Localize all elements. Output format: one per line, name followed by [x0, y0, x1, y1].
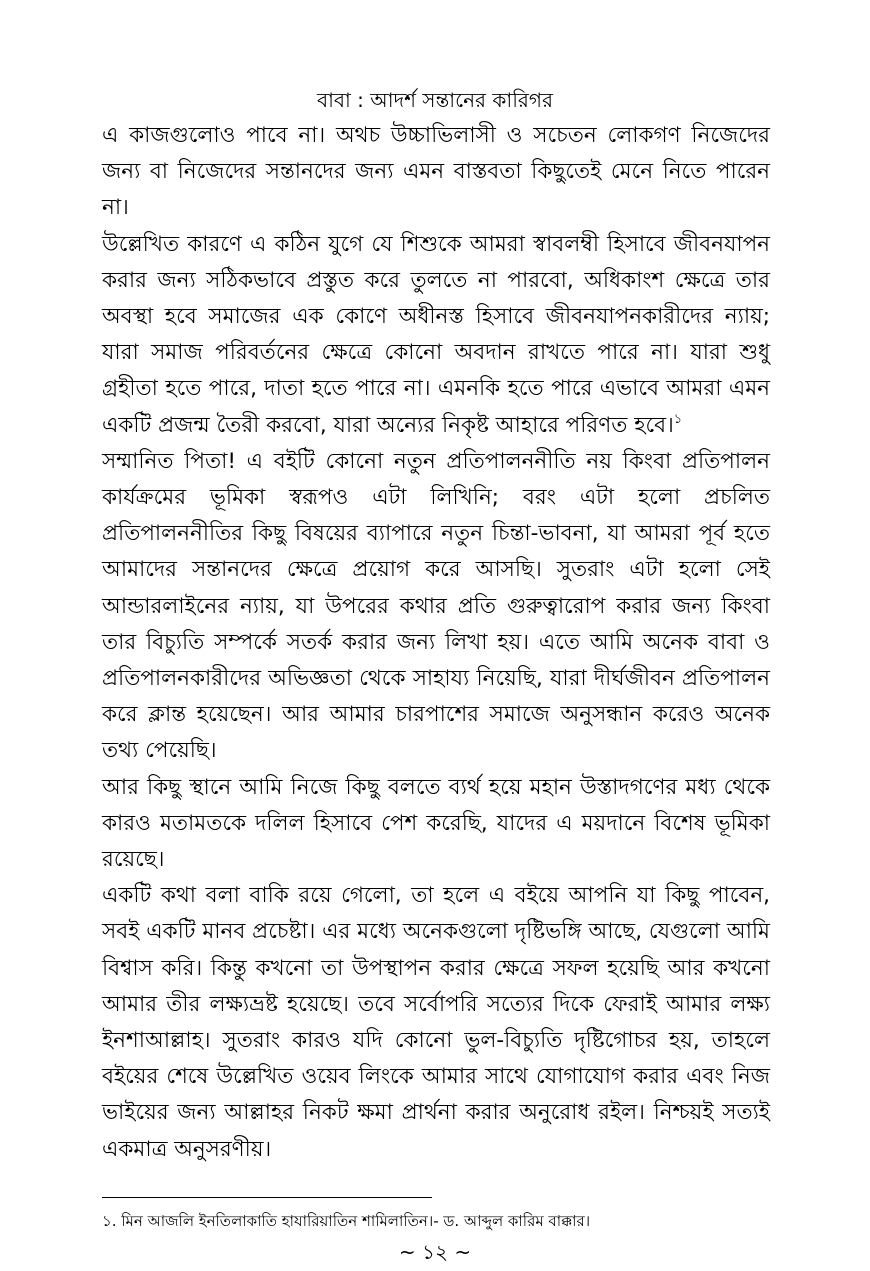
- body-text: [102, 118, 770, 1168]
- paragraph-2: [102, 227, 770, 444]
- footnote-divider: [102, 1197, 432, 1198]
- paragraph-1: এ কাজগুলোও পাবে না। অথচ উচ্চাভিলাসী ও সচেতন লোকগণ নিজেদের জন্য বা নিজেদের সন্তানদের জন্য এমন বাস্তবতা কিছুতেই মেনে নিতে পারেন না।: [102, 123, 770, 221]
- paragraph-4: আর কিছু স্থানে আমি নিজে কিছু বলতে ব্যর্থ হয়ে মহান উস্তাদগণের মধ্য থেকে কারও মতামতকে দলিল হিসাবে পেশ করেছি, যাদের এ ময়দানে বিশেষ ভূমিকা রয়েছে।: [102, 774, 770, 873]
- paragraph-3: সম্মানিত পিতা! এ বইটি কোনো নতুন প্রতিপালননীতি নয় কিংবা প্রতিপালন কার্যক্রমের ভূমিকা স্বরূপও এটা লিখিনি; বরং এটা হলো প্রচলিত প্রতিপালননীতির কিছু বিষয়ের ব্যাপারে নতুন চিন্তা-ভাবনা, যা আমরা পূর্ব হতে আমাদের সন্তানদের ক্ষেত্রে প্রয়োগ করে আসছি। সুতরাং এটা হলো সেই আন্ডারলাইনের ন্যায়, যা উপরের কথার প্রতি গুরুত্বারোপ করার জন্য কিংবা তার বিচ্যুতি সম্পর্কে সতর্ক করার জন্য লিখা হয়। এতে আমি অনেক বাবা ও প্রতিপালনকারীদের অভিজ্ঞতা থেকে সাহায্য নিয়েছি, যারা দীর্ঘজীবন প্রতিপালন করে ক্লান্ত হয়েছেন। আর আমার চারপাশের সমাজে অনুসন্ধান করেও অনেক তথ্য পেয়েছি।: [102, 448, 770, 764]
- footnote-text: ১. মিন আজলি ইনতিলাকাতি হাযারিয়াতিন শামিলাতিন।- ড. আব্দুল কারিম বাক্কার।: [102, 1212, 591, 1230]
- footnote-reference[interactable]: ১: [673, 411, 683, 427]
- page-number: ~ ১২ ~: [398, 1240, 472, 1264]
- paragraph-2-text: উল্লেখিত কারণে এ কঠিন যুগে যে শিশুকে আমরা স্বাবলম্বী হিসাবে জীবনযাপন করার জন্য সঠিকভাবে প্রস্তুত করে তুলতে না পারবো, অধিকাংশ ক্ষেত্রে তার অবস্থা হবে সমাজের এক কোণে অধীনস্ত হিসাবে জীবনযাপনকারীদের ন্যায়; যারা সমাজ পরিবর্তনের ক্ষেত্রে কোনো অবদান রাখতে পারে না। যারা শুধু গ্রহীতা হতে পারে, দাতা হতে পারে না। এমনকি হতে পারে এভাবে আমরা এমন একটি প্রজন্ম তৈরী করবো, যারা অন্যের নিকৃষ্ট আহারে পরিণত হবে।: [102, 231, 770, 438]
- running-title: বাবা : আদর্শ সন্তানের কারিগর: [316, 88, 554, 112]
- paragraph-5: একটি কথা বলা বাকি রয়ে গেলো, তা হলে এ বইয়ে আপনি যা কিছু পাবেন, সবই একটি মানব প্রচেষ্টা। এর মধ্যে অনেকগুলো দৃষ্টিভঙ্গি আছে, যেগুলো আমি বিশ্বাস করি। কিন্তু কখনো তা উপস্থাপন করার ক্ষেত্রে সফল হয়েছি আর কখনো আমার তীর লক্ষ্যভ্রষ্ট হয়েছে। তবে সর্বোপরি সত্যের দিকে ফেরাই আমার লক্ষ্য ইনশাআল্লাহ। সুতরাং কারও যদি কোনো ভুল-বিচ্যুতি দৃষ্টিগোচর হয়, তাহলে বইয়ের শেষে উল্লেখিত ওয়েব লিংকে আমার সাথে যোগাযোগ করার এবং নিজ ভাইয়ের জন্য আল্লাহর নিকট ক্ষমা প্রার্থনা করার অনুরোধ রইল। নিশ্চয়ই সত্যই একমাত্র অনুসরণীয়।: [102, 883, 770, 1162]
